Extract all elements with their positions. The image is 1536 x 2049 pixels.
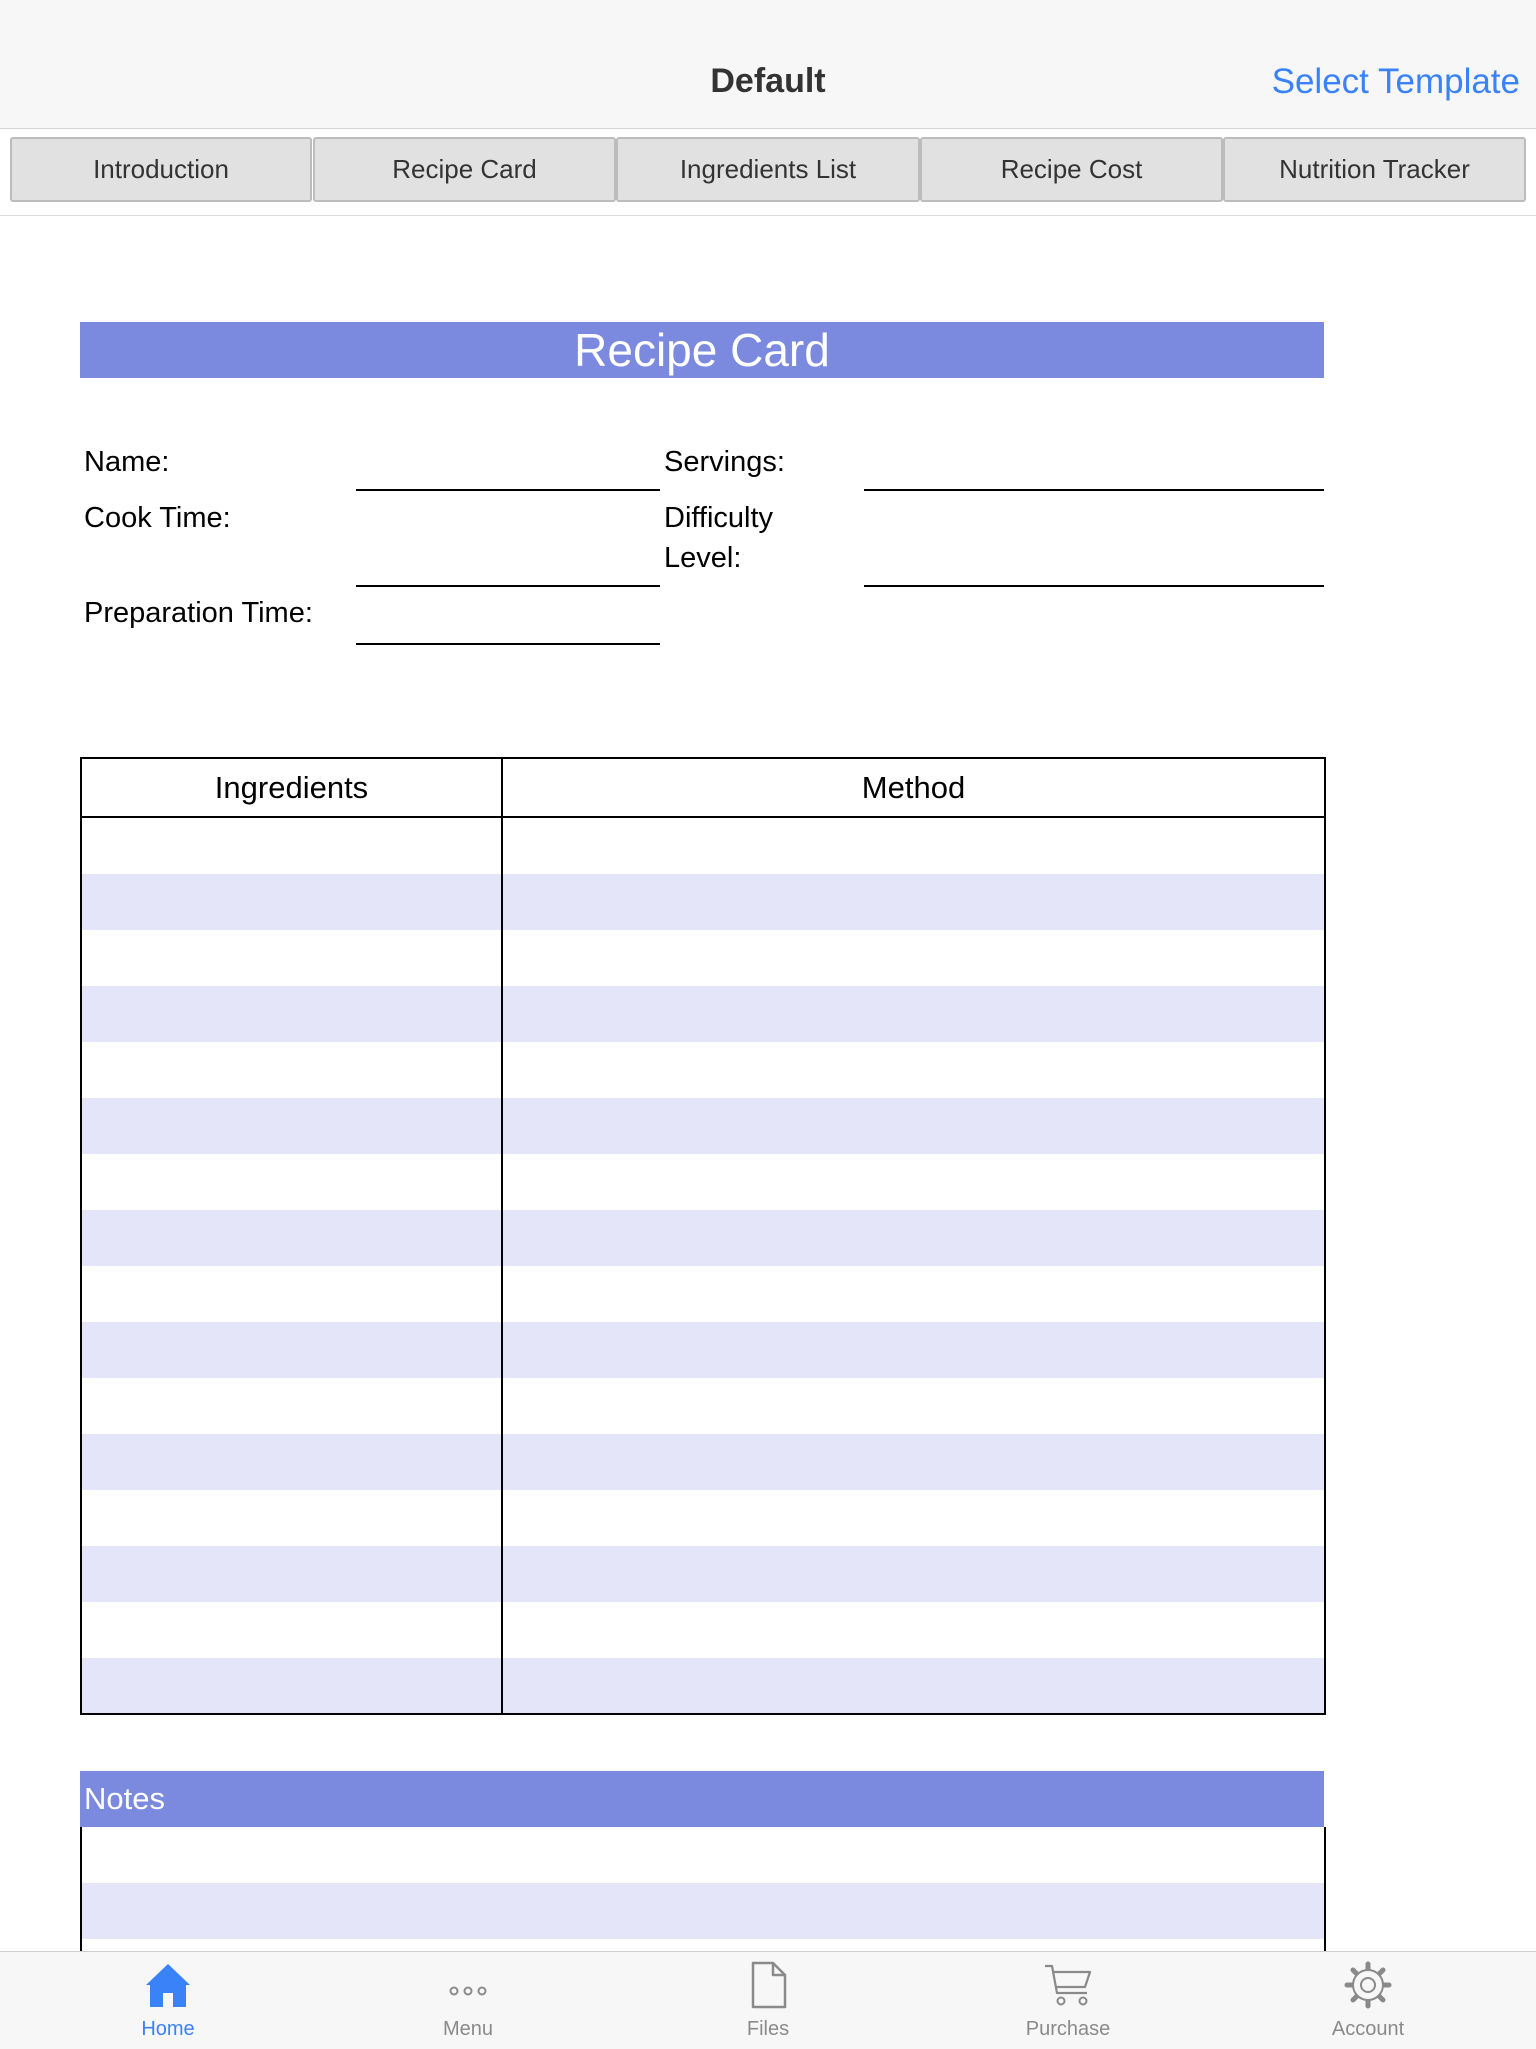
table-row[interactable]	[82, 818, 1324, 874]
tab-introduction[interactable]: Introduction	[10, 137, 312, 202]
tab-purchase-label: Purchase	[1025, 2018, 1111, 2040]
servings-field[interactable]	[864, 489, 1324, 491]
tab-menu-label: Menu	[442, 2018, 494, 2040]
notes-header: Notes	[80, 1771, 1324, 1827]
cart-icon	[1043, 1960, 1093, 2015]
tab-recipe-card[interactable]: Recipe Card	[313, 137, 616, 202]
select-template-button[interactable]: Select Template	[1271, 62, 1520, 101]
ingredients-method-table	[80, 757, 1326, 1715]
difficulty-label-line1: Difficulty	[664, 502, 774, 534]
table-row[interactable]	[82, 1434, 1324, 1490]
name-label: Name:	[84, 446, 170, 478]
servings-label: Servings:	[664, 446, 785, 478]
tab-recipe-cost[interactable]: Recipe Cost	[920, 137, 1223, 202]
more-icon	[443, 1960, 493, 2015]
table-row[interactable]	[82, 930, 1324, 986]
tab-menu[interactable]	[368, 1952, 568, 2049]
column-divider	[501, 759, 503, 1713]
table-row[interactable]	[82, 874, 1324, 930]
difficulty-field[interactable]	[864, 585, 1324, 587]
prep-time-field[interactable]	[356, 643, 660, 645]
tab-ingredients-list[interactable]: Ingredients List	[616, 137, 920, 202]
file-icon	[743, 1960, 793, 2015]
recipe-card-title: Recipe Card	[80, 322, 1324, 378]
tab-account-label: Account	[1331, 2018, 1405, 2040]
tab-purchase[interactable]	[968, 1952, 1168, 2049]
notes-area[interactable]	[80, 1827, 1326, 1952]
difficulty-label-line2: Level:	[664, 542, 742, 574]
cook-time-field[interactable]	[356, 585, 660, 587]
notes-row[interactable]	[82, 1883, 1324, 1939]
table-row[interactable]	[82, 1210, 1324, 1266]
table-row[interactable]	[82, 1266, 1324, 1322]
table-row[interactable]	[82, 1378, 1324, 1434]
table-row[interactable]	[82, 1322, 1324, 1378]
table-row[interactable]	[82, 1154, 1324, 1210]
bottom-tab-bar	[0, 1951, 1536, 2049]
tab-home-label: Home	[141, 2018, 195, 2040]
table-row[interactable]	[82, 1098, 1324, 1154]
gear-icon	[1343, 1960, 1393, 2015]
table-row[interactable]	[82, 1490, 1324, 1546]
method-column-header: Method	[861, 769, 966, 805]
tab-nutrition-tracker[interactable]: Nutrition Tracker	[1223, 137, 1526, 202]
tab-account[interactable]	[1268, 1952, 1468, 2049]
tab-files-label: Files	[746, 2018, 790, 2040]
table-row[interactable]	[82, 986, 1324, 1042]
sheet-tab-strip	[0, 129, 1536, 216]
name-field[interactable]	[356, 489, 660, 491]
page-title: Default	[710, 62, 826, 100]
table-header	[82, 759, 1324, 818]
table-row[interactable]	[82, 1042, 1324, 1098]
tab-home[interactable]	[68, 1952, 268, 2049]
table-row[interactable]	[82, 1602, 1324, 1658]
tab-files[interactable]	[668, 1952, 868, 2049]
ingredients-column-header: Ingredients	[214, 769, 369, 805]
home-icon	[143, 1960, 193, 2015]
table-row[interactable]	[82, 1546, 1324, 1602]
notes-row[interactable]	[82, 1827, 1324, 1883]
navigation-bar	[0, 0, 1536, 129]
cook-time-label: Cook Time:	[84, 502, 231, 534]
table-row[interactable]	[82, 1658, 1324, 1714]
table-rows	[82, 818, 1324, 1714]
prep-time-label: Preparation Time:	[84, 597, 313, 629]
